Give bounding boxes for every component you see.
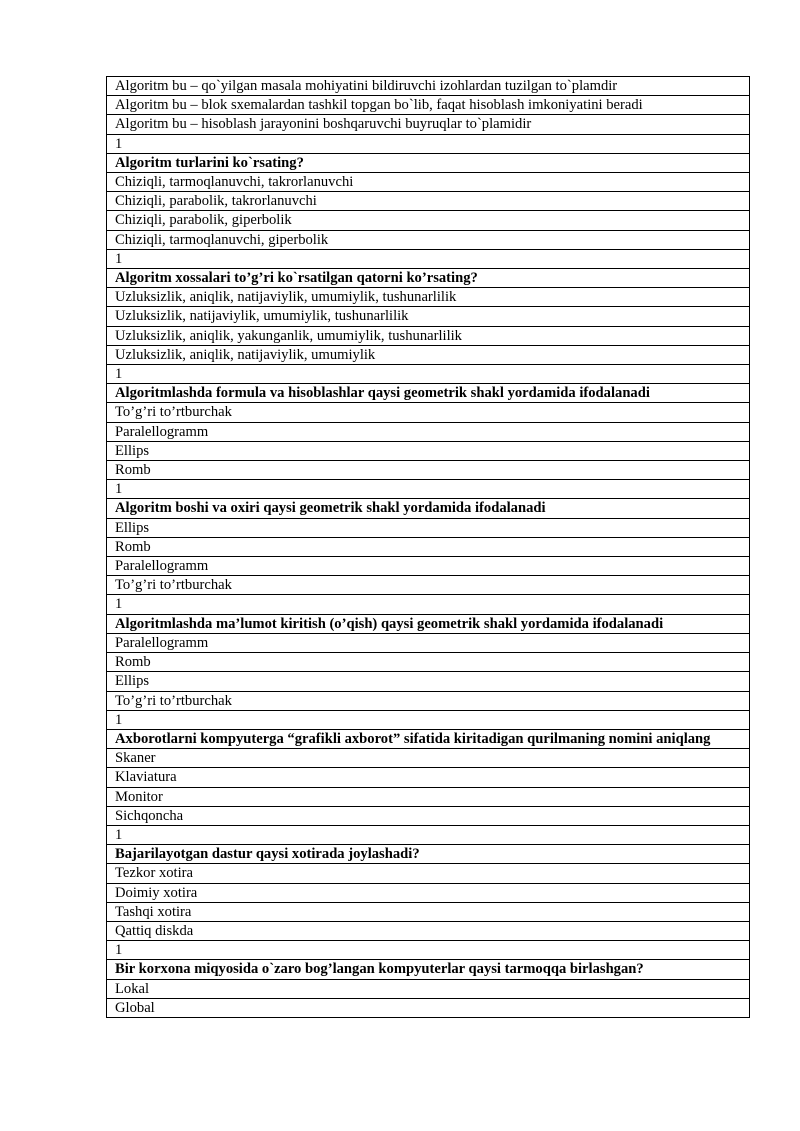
question-row [107,499,750,518]
answer-option-text: Algoritm bu – hisoblash jarayonini boshqaruvchi buyruqlar to`plamidir [107,115,750,134]
answer-option-row [107,576,750,595]
question-number-row [107,365,750,384]
answer-option-row [107,422,750,441]
answer-option-row [107,672,750,691]
answer-option-row [107,461,750,480]
answer-option-text: Paralellogramm [107,422,750,441]
question-number-row [107,134,750,153]
answer-option-row [107,557,750,576]
question-number-row [107,595,750,614]
answer-option-text: Ellips [107,518,750,537]
answer-option-row [107,633,750,652]
answer-option-row [107,653,750,672]
answer-option-row [107,288,750,307]
answer-option-text: Doimiy xotira [107,883,750,902]
answer-option-text: Sichqoncha [107,806,750,825]
quiz-table-body [107,77,750,1018]
answer-option-row [107,787,750,806]
question-number-row [107,825,750,844]
answer-option-text: Global [107,998,750,1017]
answer-option-text: Algoritm bu – qo`yilgan masala mohiyatini bildiruvchi izohlardan tuzilgan to`plamdir [107,77,750,96]
answer-option-text: Uzluksizlik, natijaviylik, umumiylik, tushunarlilik [107,307,750,326]
answer-option-text: Klaviatura [107,768,750,787]
answer-option-text: Chiziqli, tarmoqlanuvchi, giperbolik [107,230,750,249]
answer-option-text: Paralellogramm [107,557,750,576]
answer-option-text: Paralellogramm [107,633,750,652]
question-text: Algoritm turlarini ko`rsating? [107,153,750,172]
answer-option-row [107,537,750,556]
answer-option-text: Romb [107,653,750,672]
answer-option-row [107,345,750,364]
answer-option-text: Ellips [107,672,750,691]
answer-option-row [107,768,750,787]
question-number-text: 1 [107,595,750,614]
question-text: Bir korxona miqyosida o`zaro bog’langan kompyuterlar qaysi tarmoqqa birlashgan? [107,960,750,979]
answer-option-row [107,230,750,249]
answer-option-row [107,749,750,768]
answer-option-row [107,307,750,326]
question-text: Algoritmlashda ma’lumot kiritish (o’qish) qaysi geometrik shakl yordamida ifodalanadi [107,614,750,633]
answer-option-row [107,211,750,230]
answer-option-text: To’g’ri to’rtburchak [107,403,750,422]
answer-option-text: Uzluksizlik, aniqlik, natijaviylik, umumiylik [107,345,750,364]
answer-option-text: Romb [107,537,750,556]
question-row [107,960,750,979]
question-number-text: 1 [107,941,750,960]
quiz-table [106,76,750,1018]
answer-option-text: Tezkor xotira [107,864,750,883]
answer-option-text: Algoritm bu – blok sxemalardan tashkil topgan bo`lib, faqat hisoblash imkoniyatini beradi [107,96,750,115]
question-text: Algoritm boshi va oxiri qaysi geometrik shakl yordamida ifodalanadi [107,499,750,518]
question-row [107,384,750,403]
question-text: Bajarilayotgan dastur qaysi xotirada joylashadi? [107,845,750,864]
question-number-text: 1 [107,249,750,268]
answer-option-row [107,921,750,940]
question-text: Axborotlarni kompyuterga “grafikli axborot” sifatida kiritadigan qurilmaning nomini aniqlang [107,729,750,748]
answer-option-row [107,403,750,422]
answer-option-text: Uzluksizlik, aniqlik, natijaviylik, umumiylik, tushunarlilik [107,288,750,307]
answer-option-text: Chiziqli, tarmoqlanuvchi, takrorlanuvchi [107,173,750,192]
answer-option-row [107,115,750,134]
question-number-text: 1 [107,365,750,384]
answer-option-row [107,806,750,825]
answer-option-text: To’g’ri to’rtburchak [107,691,750,710]
question-text: Algoritmlashda formula va hisoblashlar qaysi geometrik shakl yordamida ifodalanadi [107,384,750,403]
question-number-row [107,941,750,960]
answer-option-text: Monitor [107,787,750,806]
answer-option-text: Qattiq diskda [107,921,750,940]
answer-option-text: Uzluksizlik, aniqlik, yakunganlik, umumiylik, tushunarlilik [107,326,750,345]
answer-option-text: Chiziqli, parabolik, takrorlanuvchi [107,192,750,211]
question-row [107,729,750,748]
question-number-row [107,710,750,729]
answer-option-row [107,192,750,211]
answer-option-row [107,691,750,710]
answer-option-row [107,441,750,460]
question-number-text: 1 [107,710,750,729]
answer-option-text: Lokal [107,979,750,998]
answer-option-text: Chiziqli, parabolik, giperbolik [107,211,750,230]
answer-option-row [107,77,750,96]
answer-option-row [107,979,750,998]
answer-option-row [107,96,750,115]
answer-option-text: Ellips [107,441,750,460]
answer-option-text: Tashqi xotira [107,902,750,921]
question-number-row [107,480,750,499]
answer-option-text: To’g’ri to’rtburchak [107,576,750,595]
question-row [107,845,750,864]
answer-option-row [107,518,750,537]
question-text: Algoritm xossalari to’g’ri ko`rsatilgan qatorni ko’rsating? [107,269,750,288]
question-number-text: 1 [107,480,750,499]
answer-option-row [107,326,750,345]
question-number-text: 1 [107,134,750,153]
question-row [107,153,750,172]
question-row [107,614,750,633]
answer-option-text: Romb [107,461,750,480]
answer-option-text: Skaner [107,749,750,768]
question-number-text: 1 [107,825,750,844]
answer-option-row [107,902,750,921]
question-number-row [107,249,750,268]
question-row [107,269,750,288]
answer-option-row [107,173,750,192]
answer-option-row [107,883,750,902]
answer-option-row [107,864,750,883]
answer-option-row [107,998,750,1017]
